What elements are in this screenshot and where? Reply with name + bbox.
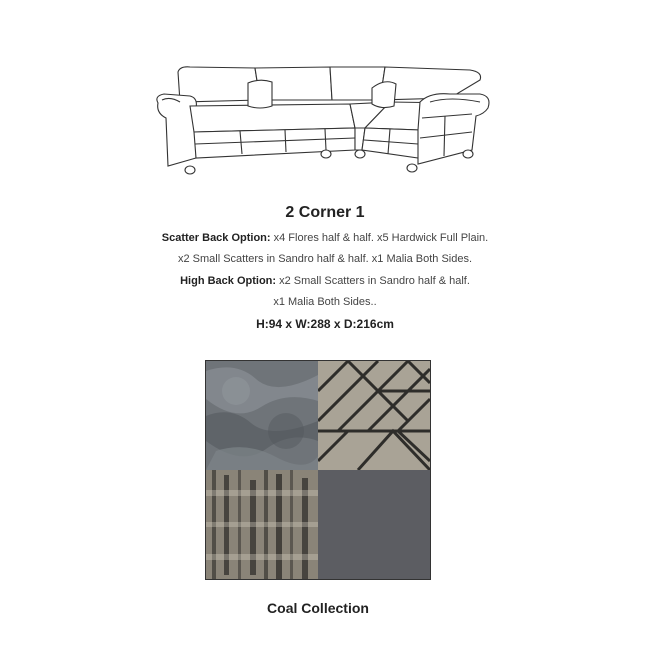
high-back-label: High Back Option: (180, 275, 277, 287)
fabric-swatches (205, 360, 431, 580)
scatter-back-option (0, 232, 650, 244)
swatch-geometric (318, 361, 430, 470)
corner-sofa-illustration (150, 58, 495, 183)
product-title: 2 Corner 1 (285, 204, 365, 221)
scatter-back-text-2: x2 Small Scatters in Sandro half & half. x1 Malia Both Sides. (177, 253, 473, 265)
scatter-back-label: Scatter Back Option: (161, 232, 271, 244)
swatch-plain-grey (318, 470, 430, 579)
high-back-text-2: x1 Malia Both Sides.. (273, 296, 377, 308)
scatter-back-text: x4 Flores half & half. x5 Hardwick Full Plain. (270, 232, 489, 244)
product-dimensions: H:94 x W:288 x D:216cm (256, 317, 394, 331)
high-back-option (0, 275, 650, 287)
swatch-textured-stripe (206, 470, 318, 579)
collection-name: Coal Collection (267, 600, 369, 616)
swatch-crushed-velvet (206, 361, 318, 470)
high-back-text: x2 Small Scatters in Sandro half & half. (276, 275, 470, 287)
